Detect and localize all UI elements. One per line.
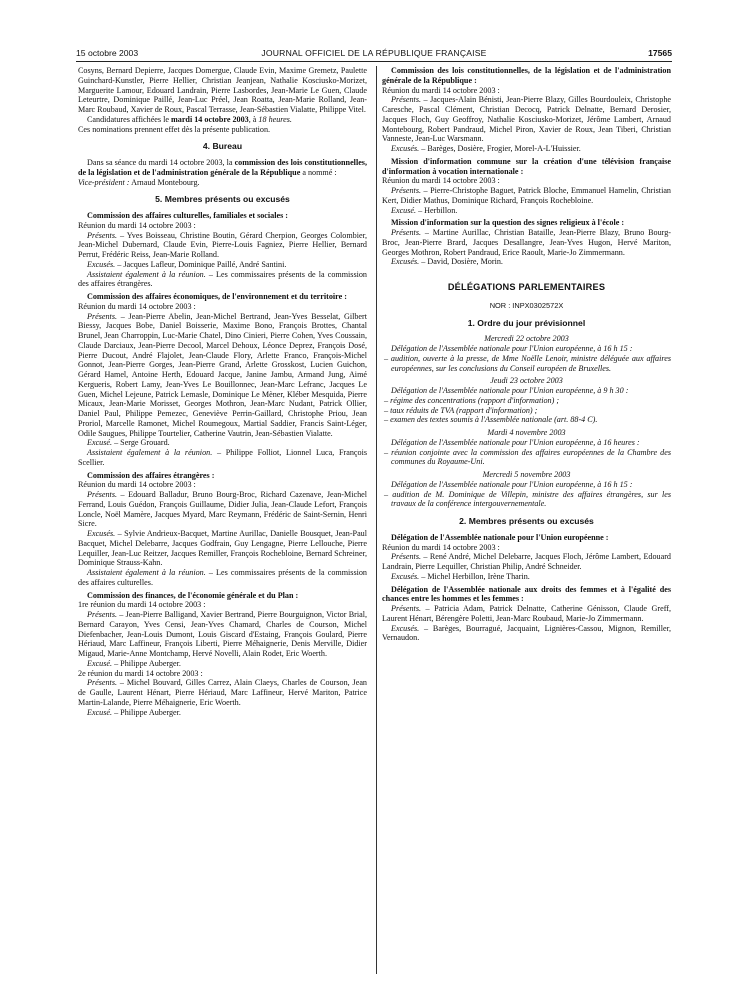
section-heading-bureau: 4. Bureau	[202, 141, 243, 152]
presents-list: Présents. – Pierre-Christophe Baguet, Patrick Bloche, Emmanuel Hamelin, Christian Kert, Didier Mathus, Dominique Richard, François Rochebloine.	[382, 186, 671, 205]
agenda-date: Mercredi 22 octobre 2003	[484, 334, 569, 344]
excuses-list: Excusé. – Philippe Auberger.	[87, 658, 181, 668]
commission-title: Commission des affaires étrangères :	[87, 470, 215, 480]
excuses-list: Excusés. – Barèges, Bourragué, Jacquaint, Lignières-Cassou, Mignon, Remiller, Vernaudon.	[382, 623, 671, 643]
excuses-list: Excusé. – Philippe Auberger.	[87, 707, 181, 717]
excuses-list: Excusés. – David, Dosière, Morin.	[391, 257, 503, 267]
meeting-date: Réunion du mardi 14 octobre 2003 :	[382, 542, 500, 552]
header-date: 15 octobre 2003	[76, 48, 139, 58]
agenda-text: Délégation de l'Assemblée nationale pour l'Union européenne, à 16 h 15 :	[391, 344, 633, 353]
excuses-list: Excusés. – Jacques Lafleur, Dominique Paillé, André Santini.	[87, 259, 287, 269]
agenda-item: – audition, ouverte à la presse, de Mme Noëlle Lenoir, ministre déléguée aux affaires européennes, sur les conclusions du Conseil européen de Bruxelles.	[384, 353, 671, 373]
presents-list: Présents. – Jean-Pierre Abelin, Jean-Michel Bertrand, Jean-Yves Besselat, Gilbert Biessy, Jacques Bobe, Daniel Boisserie, Maxime Bono, François Brottes, Chantal Brunel, Jean Charroppin, Luc-Marie Chatel, Dino Cinieri, Pierre Cohen, Yves Coussain, Claude Darciaux, Jean-Pierre Decool, Marcel Dehoux, Léonce Deprez, François Dosé, Pierre Ducout, André Flajolet, Jean-Claude Flory, Arlette Franco, François-Michel Gonnot, Jean-Pierre Gorges, Jean-Pierre Grand, Arlette Grosskost, Lucien Guichon, Gérard Hamel, Antoine Herth, Edouard Jacque, Janine Jambu, Armand Jung, Aimé Kergueris, Robert Lamy, Jean-Yves Le Bouillonnec, Jean-Marc Lefranc, Jacques Le Guen, Michel Lejeune, Patrick Lemasle, Dominique Le Mèner, Kléber Mesquida, Pierre Micaux, Jean-Marie Morisset, Georges Mothron, Jean-Marc Nudant, Patrick Ollier, Daniel Paul, Philippe Pemezec, Geneviève Perrin-Gaillard, Christophe Priou, Jean Proriol, Marcelle Ramonet, Michel Roumegoux, Martial Saddier, Francis Saint-Léger, Odile Saugues, Philippe Tourtelier, Catherine Vautrin, Jean-Sébastien Vialatte.	[78, 311, 367, 438]
meeting-date: Réunion du mardi 14 octobre 2003 :	[382, 85, 500, 95]
delegation-title: Délégation de l'Assemblée nationale pour l'Union européenne :	[391, 532, 609, 542]
candidatures-note: Candidatures affichées le mardi 14 octobre 2003, à 18 heures.	[87, 114, 292, 124]
meeting-date: Réunion du mardi 14 octobre 2003 :	[78, 480, 196, 490]
meeting-date: Réunion du mardi 14 octobre 2003 :	[78, 301, 196, 311]
presents-list: Présents. – Yves Boisseau, Christine Boutin, Gérard Cherpion, Georges Colombier, Jean-Michel Dubernard, Claude Evin, Pierre-Louis Fagniez, Pierre Hellier, Bernard Perrut, Frédéric Reiss, Jean-Marie Rolland.	[78, 230, 367, 259]
commission-title: Commission des affaires culturelles, familiales et sociales :	[87, 211, 288, 220]
excuses-list: Excusé. – Serge Grouard.	[87, 438, 170, 448]
bureau-paragraph: Dans sa séance du mardi 14 octobre 2003, la commission des lois constitutionnelles, de la législation et de l'administration générale de la République a nommé :	[78, 158, 367, 177]
section-heading-membres-delegations: 2. Membres présents ou excusés	[459, 516, 594, 526]
excuses-list: Excusé. – Herbillon.	[391, 205, 458, 215]
nor-reference: NOR : INPX0302572X	[489, 300, 564, 310]
agenda-item: – régime des concentrations (rapport d'information) ;	[384, 395, 560, 405]
header-rule	[76, 61, 672, 62]
agenda-date: Mardi 4 novembre 2003	[487, 428, 566, 437]
right-column	[382, 66, 671, 643]
meeting-date: Réunion du mardi 14 octobre 2003 :	[78, 220, 196, 230]
left-column	[78, 66, 367, 717]
mission-title: Mission d'information commune sur la création d'une télévision française d'information à vocation internationale :	[382, 156, 671, 176]
excuses-list: Excusés. – Michel Herbillon, Irène Tharin.	[391, 571, 530, 581]
assistaient-list: Assistaient également à la réunion. – Les commissaires présents de la commission des affaires étrangères.	[78, 269, 367, 289]
member-list-continued: Cosyns, Bernard Depierre, Jacques Domergue, Claude Evin, Maxime Gremetz, Paulette Guinchard-Kunstler, Pierre Hellier, Christian Jeanjean, Nathalie Kosciusko-Morizet, Marguerite Lamour, Edouard Landrain, Pierre Lasbordes, Jean-Marie Le Guen, Claude Leteurtre, Dominique Paillé, Jean-Luc Préel, Jean Roatta, Jean-Marie Rolland, Jean-Marc Roubaud, Xavier de Roux, Pascal Terrasse, Jean-Sébastien Vialatte, Philippe Vitel.	[78, 66, 367, 114]
presents-list: Présents. – René André, Michel Delebarre, Jacques Floch, Jérôme Lambert, Edouard Landrain, Pierre Lequiller, Christian Philip, André Schneider.	[382, 552, 671, 571]
agenda-text: Délégation de l'Assemblée nationale pour l'Union européenne, à 16 h 15 :	[391, 479, 633, 489]
excuses-list: Excusés. – Sylvie Andrieux-Bacquet, Martine Aurillac, Danielle Bousquet, Jean-Paul Bacquet, Michel Delebarre, Jacques Godfrain, Guy Lengagne, Pierre Lellouche, Pierre Lequiller, Jean-Luc Reitzer, Jacques Remiller, François Rochebloine, Bernard Schreiner, Dominique Strauss-Kahn.	[78, 529, 367, 568]
presents-list: Présents. – Jean-Pierre Balligand, Xavier Bertrand, Pierre Bourguignon, Victor Brial, Bernard Carayon, Yves Censi, Jean-Yves Chamard, Charles de Courson, Michel Diefenbacher, Jean-Louis Dumont, Louis Giscard d'Estaing, François Goulard, Pierre Hériaud, Marc Laffineur, François Liberti, Pierre Méhaignerie, Denis Merville, Didier Migaud, Marie-Anne Montchamp, Hervé Novelli, Alain Rodet, Eric Woerth.	[78, 610, 367, 658]
presents-list: Présents. – Michel Bouvard, Gilles Carrez, Alain Claeys, Charles de Courson, Jean de Gaulle, Laurent Hénart, Pierre Hériaud, Marc Laffineur, Hervé Mariton, Patrice Martin-Lalande, Pierre Méhaignerie, Eric Woerth.	[78, 678, 367, 707]
commission-title: Commission des affaires économiques, de l'environnement et du territoire :	[87, 292, 347, 301]
meeting-date: Réunion du mardi 14 octobre 2003 :	[382, 176, 500, 186]
delegations-heading: DÉLÉGATIONS PARLEMENTAIRES	[447, 282, 606, 292]
agenda-date: Mercredi 5 novembre 2003	[482, 470, 571, 479]
section-heading-membres: 5. Membres présents ou excusés	[155, 194, 290, 205]
page-header	[76, 48, 672, 62]
agenda-item: – examen des textes soumis à l'Assemblée nationale (art. 88-4 C).	[384, 415, 598, 425]
nominations-note: Ces nominations prennent effet dès la présente publication.	[78, 124, 271, 134]
column-divider	[376, 66, 377, 974]
agenda-text: Délégation de l'Assemblée nationale pour l'Union européenne, à 9 h 30 :	[391, 386, 629, 395]
meeting-date: 2e réunion du mardi 14 octobre 2003 :	[78, 668, 203, 678]
agenda-item: – audition de M. Dominique de Villepin, ministre des affaires étrangères, sur les travaux de la conférence intergouvernementale.	[384, 489, 671, 509]
commission-title: Commission des lois constitutionnelles, de la législation et de l'administration générale de la République :	[382, 66, 671, 85]
header-page-number: 17565	[648, 48, 672, 58]
presents-list: Présents. – Edouard Balladur, Bruno Bourg-Broc, Richard Cazenave, Jean-Michel Ferrand, Louis Guédon, François Guillaume, Didier Julia, Jean-Claude Lefort, François Loncle, Noël Mamère, Jacques Myard, Marc Reymann, Frédéric de Saint-Sernin, Henri Sicre.	[78, 490, 367, 529]
agenda-text: Délégation de l'Assemblée nationale pour l'Union européenne, à 16 heures :	[391, 437, 640, 447]
vice-president: Vice-président : Arnaud Montebourg.	[78, 177, 200, 187]
commission-title: Commission des finances, de l'économie générale et du Plan :	[87, 590, 299, 600]
agenda-item: – réunion conjointe avec la commission des affaires européennes de la Chambre des communes du Royaume-Uni.	[384, 447, 671, 467]
mission-title: Mission d'information sur la question des signes religieux à l'école :	[391, 218, 625, 228]
delegation-title: Délégation de l'Assemblée nationale aux droits des femmes et à l'égalité des chances entre les hommes et les femmes :	[382, 584, 671, 604]
assistaient-list: Assistaient également à la réunion. – Les commissaires présents de la commission des affaires culturelles.	[78, 568, 367, 587]
excuses-list: Excusés. – Barèges, Dosière, Frogier, Morel-A-L'Huissier.	[391, 144, 581, 153]
presents-list: Présents. – Jacques-Alain Bénisti, Jean-Pierre Blazy, Gilles Bourdouleix, Christophe Caresche, Pascal Clément, Christian Decocq, Patrick Delnatte, Bernard Derosier, Jacques Floch, Guy Geoffroy, Nathalie Kosciusko-Morizet, Jérôme Lambert, Arnaud Montebourg, Robert Pandraud, Michel Piron, Xavier de Roux, Jean Tiberi, Christian Vanneste, Jean-Luc Warsmann.	[382, 95, 671, 144]
presents-list: Présents. – Patricia Adam, Patrick Delnatte, Catherine Génisson, Claude Greff, Laurent Hénart, Bérengère Poletti, Jean-Marc Roubaud, Marie-Jo Zimmermann.	[382, 604, 671, 623]
meeting-date: 1re réunion du mardi 14 octobre 2003 :	[78, 600, 206, 610]
agenda-date: Jeudi 23 octobre 2003	[490, 376, 563, 386]
assistaient-list: Assistaient également à la réunion. – Philippe Folliot, Lionnel Luca, François Scellier.	[78, 448, 367, 467]
header-title: JOURNAL OFFICIEL DE LA RÉPUBLIQUE FRANÇAISE	[261, 48, 487, 58]
agenda-item: – taux réduits de TVA (rapport d'information) ;	[384, 405, 538, 415]
section-heading-ordre-du-jour: 1. Ordre du jour prévisionnel	[467, 317, 586, 328]
presents-list: Présents. – Martine Aurillac, Christian Bataille, Jean-Pierre Blazy, Bruno Bourg-Broc, Jean-Pierre Brard, Jacques Desallangre, Jean-Yves Hugon, Hervé Mariton, Georges Mothron, Robert Pandraud, Erice Raoult, Marie-Jo Zimmermann.	[382, 228, 671, 257]
